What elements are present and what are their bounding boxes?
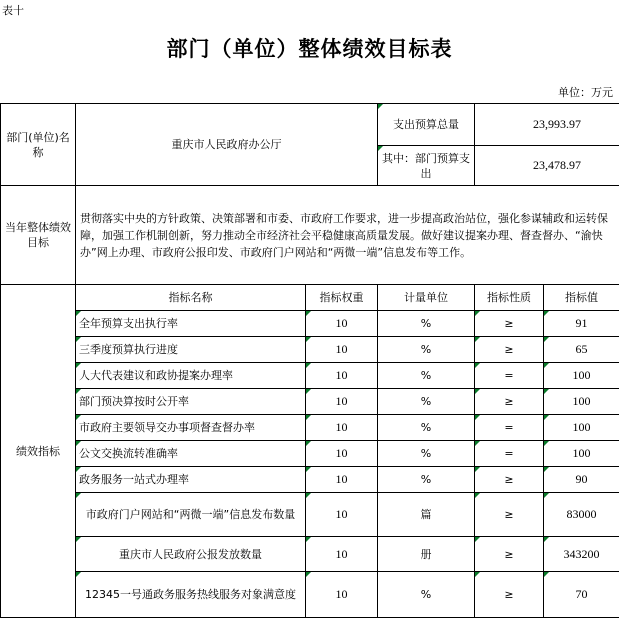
indicator-name: 公文交换流转准确率 — [76, 441, 306, 467]
dept-budget-value: 23,478.97 — [475, 146, 619, 186]
header-unit: 计量单位 — [378, 285, 475, 311]
indicator-unit: % — [378, 415, 475, 441]
header-nature: 指标性质 — [475, 285, 544, 311]
table-row — [1, 363, 619, 389]
indicator-value: 90 — [544, 467, 619, 493]
indicator-name: 人大代表建议和政协提案办理率 — [76, 363, 306, 389]
table-row — [1, 415, 619, 441]
indicator-unit: % — [378, 389, 475, 415]
performance-target-table — [0, 103, 619, 618]
dept-budget-label: 其中：部门预算支出 — [378, 146, 475, 186]
table-row — [1, 572, 619, 618]
indicator-weight: 10 — [306, 441, 378, 467]
header-indicator-name: 指标名称 — [76, 285, 306, 311]
indicator-unit: % — [378, 337, 475, 363]
unit-label: 单位：万元 — [558, 86, 613, 99]
indicator-value: 100 — [544, 363, 619, 389]
indicator-unit: % — [378, 363, 475, 389]
indicator-weight: 10 — [306, 389, 378, 415]
indicator-nature: ≥ — [475, 493, 544, 537]
indicator-nature: ≥ — [475, 337, 544, 363]
indicator-name: 市政府主要领导交办事项督查督办率 — [76, 415, 306, 441]
indicator-nature: = — [475, 363, 544, 389]
indicator-unit: % — [378, 311, 475, 337]
table-number-label: 表十 — [2, 4, 24, 17]
table-row — [1, 337, 619, 363]
indicator-nature: ≥ — [475, 467, 544, 493]
indicator-weight: 10 — [306, 363, 378, 389]
indicator-nature: ≥ — [475, 389, 544, 415]
indicator-value: 70 — [544, 572, 619, 618]
table-row — [1, 311, 619, 337]
indicator-nature: = — [475, 441, 544, 467]
indicator-name: 政务服务一站式办理率 — [76, 467, 306, 493]
indicator-name: 三季度预算执行进度 — [76, 337, 306, 363]
dept-name-label: 部门(单位)名称 — [1, 104, 76, 186]
indicator-value: 343200 — [544, 537, 619, 572]
indicator-nature: ≥ — [475, 311, 544, 337]
annual-goal-label: 当年整体绩效目标 — [1, 186, 76, 285]
indicator-weight: 10 — [306, 337, 378, 363]
indicator-unit: % — [378, 441, 475, 467]
indicator-nature: = — [475, 415, 544, 441]
indicator-value: 65 — [544, 337, 619, 363]
indicator-name: 部门预决算按时公开率 — [76, 389, 306, 415]
indicator-name: 12345一号通政务服务热线服务对象满意度 — [76, 572, 306, 618]
indicator-name: 市政府门户网站和“两微一端”信息发布数量 — [76, 493, 306, 537]
indicator-unit: % — [378, 572, 475, 618]
indicator-weight: 10 — [306, 493, 378, 537]
indicator-value: 100 — [544, 389, 619, 415]
total-budget-value: 23,993.97 — [475, 104, 619, 146]
table-row — [1, 537, 619, 572]
indicator-unit: % — [378, 467, 475, 493]
header-indicator-weight: 指标权重 — [306, 285, 378, 311]
indicator-value: 91 — [544, 311, 619, 337]
annual-goal-text: 贯彻落实中央的方针政策、决策部署和市委、市政府工作要求，进一步提高政治站位，强化参谋辅政和运转保障，加强工作机制创新，努力推动全市经济社会平稳健康高质量发展。做好建议提案办理、督查督办、“渝快办”网上办理、市政府公报印发、市政府门户网站和“两微一端”信息发布等工作。 — [76, 186, 619, 285]
indicator-value: 100 — [544, 441, 619, 467]
indicators-label: 绩效指标 — [1, 285, 76, 618]
indicator-name: 重庆市人民政府公报发放数量 — [76, 537, 306, 572]
indicator-name: 全年预算支出执行率 — [76, 311, 306, 337]
indicator-weight: 10 — [306, 311, 378, 337]
dept-name-value: 重庆市人民政府办公厅 — [76, 104, 378, 186]
indicator-weight: 10 — [306, 467, 378, 493]
header-value: 指标值 — [544, 285, 619, 311]
table-row — [1, 389, 619, 415]
indicator-value: 100 — [544, 415, 619, 441]
indicator-nature: ≥ — [475, 572, 544, 618]
indicator-nature: ≥ — [475, 537, 544, 572]
table-row — [1, 467, 619, 493]
table-row — [1, 493, 619, 537]
indicator-value: 83000 — [544, 493, 619, 537]
indicator-weight: 10 — [306, 572, 378, 618]
indicator-unit: 册 — [378, 537, 475, 572]
indicator-weight: 10 — [306, 537, 378, 572]
table-row — [1, 441, 619, 467]
indicator-weight: 10 — [306, 415, 378, 441]
page-title: 部门（单位）整体绩效目标表 — [166, 37, 453, 61]
indicator-unit: 篇 — [378, 493, 475, 537]
total-budget-label: 支出预算总量 — [378, 104, 475, 146]
